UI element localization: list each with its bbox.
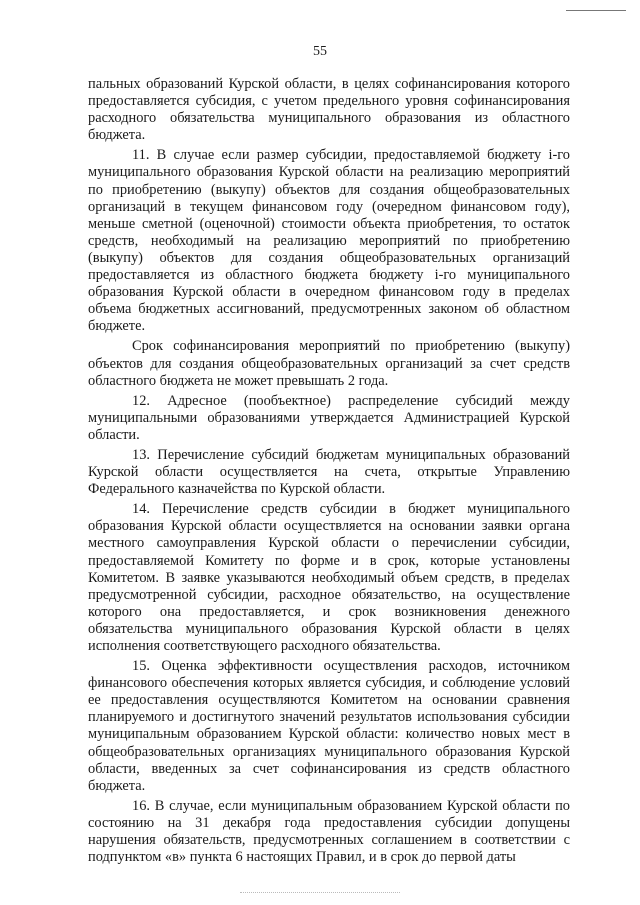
page-number: 55 — [313, 44, 327, 59]
paragraph-12: 12. Адресное (пообъектное) распределение субсидий между муниципальными образованиями утверждается Администрацией Курской области. — [88, 392, 570, 443]
paragraph-14: 14. Перечисление средств субсидии в бюджет муниципального образования Курской области осуществляется на основании заявки органа местного самоуправления Курской области о перечислении субсидии, предоставляемой Комитету по форме и в срок, которые установлены Комитетом. В заявке указываются необходимый объем средств, в пределах предусмотренной субсидии, расходное обязательство, на осуществление которого она предоставляется, и срок возникновения денежного обязательства муниципального образования Курской области в целях исполнения соответствующего расходного обязательства. — [88, 501, 570, 654]
paragraph-16: 16. В случае, если муниципальным образованием Курской области по состоянию на 31 декабря года предоставления субсидии допущены нарушения обязательств, предусмотренных соглашением в соответствии с подпунктом «в» пункта 6 настоящих Правил, и в срок до первой даты — [88, 797, 570, 866]
top-rule — [566, 10, 626, 11]
document-body — [88, 76, 570, 869]
scan-artifact — [240, 892, 400, 897]
paragraph-continuation: пальных образований Курской области, в целях софинансирования которого предоставляется субсидия, с учетом предельного уровня софинансирования расходного обязательства муниципального образования из областного бюджета. — [88, 76, 570, 144]
paragraph-11: 11. В случае если размер субсидии, предоставляемой бюджету i-го муниципального образования Курской области на реализацию мероприятий по приобретению (выкупу) объектов для создания общеобразовательных организаций в текущем финансовом году (очередном финансовом году), меньше сметной (оценочной) стоимости объекта приобретения, то остаток средств, необходимый на реализацию мероприятий по приобретению (выкупу) объектов для создания общеобразовательных организаций предоставляется из областного бюджета бюджету i-го муниципального образования Курской области в очередном финансовом году в пределах объема бюджетных ассигнований, предусмотренных законом об областном бюджете. — [88, 147, 570, 335]
paragraph-13: 13. Перечисление субсидий бюджетам муниципальных образований Курской области осуществляется на счета, открытые Управлению Федерального казначейства по Курской области. — [88, 446, 570, 498]
paragraph-15: 15. Оценка эффективности осуществления расходов, источником финансового обеспечения которых является субсидия, и соблюдение условий ее предоставления осуществляются Комитетом на основании сравнения планируемого и достигнутого значений результатов использования субсидии муниципальным образованием Курской области: количество новых мест в общеобразовательных организациях муниципального образования Курской области, введенных за счет софинансирования из средств областного бюджета. — [88, 658, 570, 794]
paragraph-11-term: Срок софинансирования мероприятий по приобретению (выкупу) объектов для создания общеобразовательных организаций за счет средств областного бюджета не может превышать 2 года. — [88, 338, 570, 389]
